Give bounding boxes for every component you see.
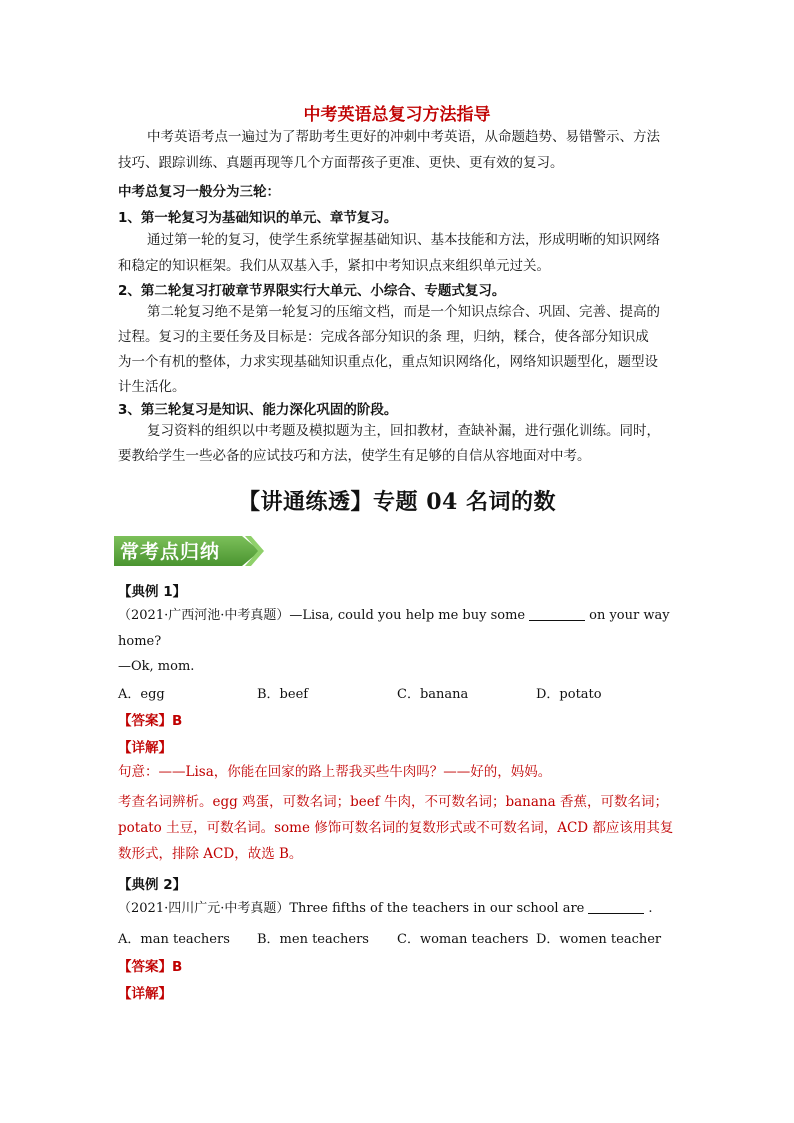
example1-question [118, 606, 670, 626]
example1-detail-label: 【详解】 [118, 740, 172, 756]
example2-blank [588, 912, 644, 914]
example2-question [118, 899, 653, 919]
section-banner [114, 534, 264, 568]
topic-title: 【讲通练透】专题 04 名词的数 [238, 489, 556, 515]
example1-option-c: C．banana [397, 687, 469, 702]
example1-question-start: （2021·广西河池·中考真题）—Lisa, could you help me buy some [118, 608, 526, 623]
example1-option-b: B．beef [257, 687, 309, 702]
document-title: 中考英语总复习方法指导 [303, 105, 491, 125]
example1-question-end: on your way [589, 608, 670, 623]
banner-label: 常考点归纳 [120, 541, 221, 563]
round3-heading: 3、第三轮复习是知识、能力深化巩固的阶段。 [118, 402, 398, 418]
example2-option-d: D．women teacher [536, 932, 662, 947]
example1-detail-line-2: 考查名词辨析。egg 鸡蛋，可数名词；beef 牛肉，不可数名词；banana 香蕉，可数名词； [118, 794, 668, 810]
example2-option-b: B．men teachers [257, 932, 369, 947]
example1-option-a: A．egg [118, 687, 165, 702]
round2-heading: 2、第二轮复习打破章节界限实行大单元、小综合、专题式复习。 [118, 283, 506, 299]
round1-heading: 1、第一轮复习为基础知识的单元、章节复习。 [118, 210, 398, 226]
example2-detail-label: 【详解】 [118, 986, 172, 1002]
round1-line-1: 通过第一轮的复习，使学生系统掌握基础知识、基本技能和方法，形成明晰的知识网络 [147, 232, 660, 248]
overview-heading: 中考总复习一般分为三轮： [118, 184, 280, 200]
round1-line-2: 和稳定的知识框架。我们从双基入手，紧扣中考知识点来组织单元过关。 [118, 258, 550, 274]
example2-answer: 【答案】B [118, 959, 183, 975]
example1-question-line2: home? [118, 634, 162, 649]
example1-reply: —Ok, mom. [118, 659, 195, 674]
example2-option-c: C．woman teachers [397, 932, 529, 947]
intro-line-2: 技巧、跟踪训练、真题再现等几个方面帮孩子更准、更快、更有效的复习。 [118, 155, 564, 171]
example1-option-d: D．potato [536, 687, 602, 702]
example2-option-a: A．man teachers [118, 932, 230, 947]
example2-label: 【典例 2】 [118, 877, 187, 893]
round2-line-3: 为一个有机的整体，力求实现基础知识重点化，重点知识网络化，网络知识题型化，题型设 [118, 354, 658, 370]
example1-detail-line-1: 句意：——Lisa，你能在回家的路上帮我买些牛肉吗？——好的，妈妈。 [118, 764, 552, 780]
round2-line-1: 第二轮复习绝不是第一轮复习的压缩文档，而是一个知识点综合、巩固、完善、提高的 [147, 304, 660, 320]
example2-question-start: （2021·四川广元·中考真题）Three fifths of the teachers in our school are [118, 901, 585, 916]
example1-blank [529, 619, 585, 621]
intro-line-1: 中考英语考点一遍过为了帮助考生更好的冲刺中考英语，从命题趋势、易错警示、方法 [147, 129, 660, 145]
example1-detail-line-3: potato 土豆，可数名词。some 修饰可数名词的复数形式或不可数名词，ACD 都应该用其复 [118, 820, 674, 836]
round2-line-4: 计生活化。 [118, 379, 186, 395]
round3-line-2: 要教给学生一些必备的应试技巧和方法，使学生有足够的自信从容地面对中考。 [118, 448, 591, 464]
example1-label: 【典例 1】 [118, 584, 187, 600]
example1-detail-line-4: 数形式，排除 ACD，故选 B。 [118, 846, 303, 862]
example1-answer: 【答案】B [118, 713, 183, 729]
round3-line-1: 复习资料的组织以中考题及模拟题为主，回扣教材，查缺补漏，进行强化训练。同时， [147, 423, 660, 439]
example2-question-end: . [648, 901, 653, 916]
round2-line-2: 过程。复习的主要任务及目标是：完成各部分知识的条 理，归纳，糅合，使各部分知识成 [118, 329, 649, 345]
